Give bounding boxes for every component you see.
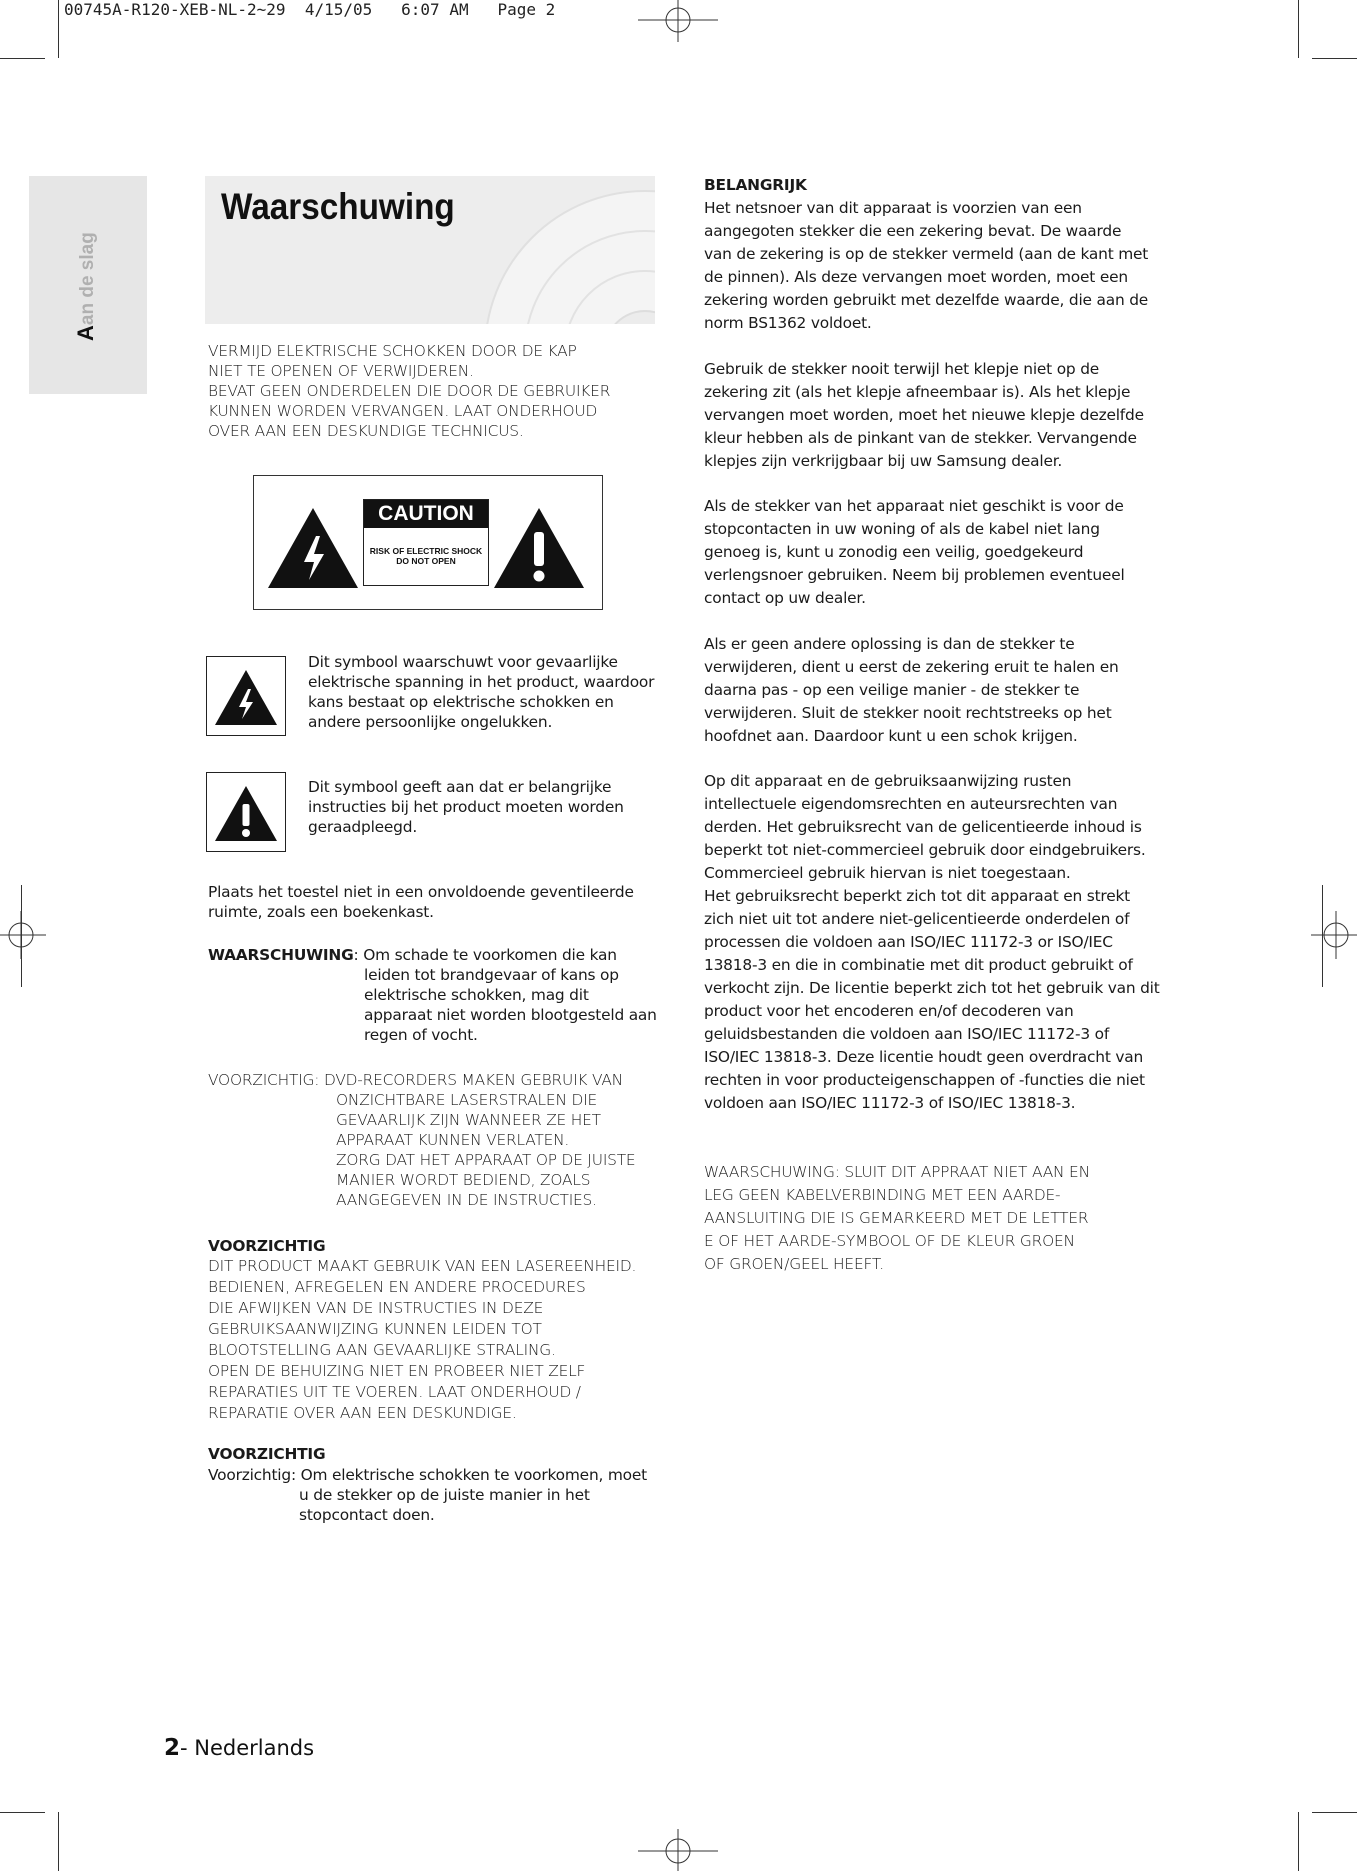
page-number: 2 bbox=[164, 1735, 181, 1761]
lightning-symbol-description: Dit symbool waarschuwt voor gevaarlijke elektrische spanning in het product, waardoor kans bestaat op elektrische schokken en andere persoonlijke ongelukken. bbox=[308, 653, 655, 731]
caution-line1: RISK OF ELECTRIC SHOCK bbox=[369, 546, 483, 556]
section-side-tab bbox=[29, 176, 147, 394]
lightning-symbol-icon bbox=[207, 657, 285, 735]
crop-mark bbox=[1312, 1812, 1357, 1813]
ventilation-note: Plaats het toestel niet in een onvoldoende geventileerde ruimte, zoals een boekenkast. bbox=[208, 883, 634, 921]
warning-continuation: leiden tot brandgevaar of kans op elektrische schokken, mag dit apparaat niet worden blootgesteld aan regen of vocht. bbox=[364, 966, 657, 1044]
exclamation-symbol-description: Dit symbool geeft aan dat er belangrijke instructies bij het product moeten worden geraadpleegd. bbox=[308, 778, 624, 836]
fuse-cover-paragraph: Gebruik de stekker nooit terwijl het klepje niet op de zekering zit (als het klepje afneembaar is). Als het klepje vervangen moet worden, moet het nieuwe klepje dezelfde kleur hebben als de pinkant van de stekker. Vervangende klepjes zijn verkrijgbaar bij uw Samsung dealer. bbox=[704, 360, 1144, 470]
registration-mark-icon bbox=[628, 0, 728, 42]
crop-mark bbox=[1312, 58, 1357, 59]
moisture-warning bbox=[208, 945, 668, 1045]
warning-first-line: : Om schade te voorkomen die kan bbox=[353, 946, 617, 964]
license-paragraph: Op dit apparaat en de gebruiksaanwijzing rusten intellectuele eigendomsrechten en auteursrechten van derden. Het gebruiksrecht van de gelicentieerde inhoud is beperkt tot niet-commercieel gebruik door eindgebruikers. Commercieel gebruik hiervan is niet toegestaan. Het gebruiksrecht beperkt zich tot dit apparaat en strekt zich niet uit tot andere niet-gelicentieerde onderdelen of processen die voldoen aan ISO/IEC 11172-3 or ISO/IEC 13818-3 en die in combinatie met dit product gebruikt of verkocht zijn. De licentie beperkt zich tot het gebruik van dit product voor het encoderen en/of decoderen van geluidsbestanden die voldoen aan ISO/IEC 11172-3 of ISO/IEC 13818-3. Deze licentie houdt geen overdracht van rechten in voor producteigenschappen of -functies die niet voldoen aan ISO/IEC 11172-3 of ISO/IEC 13818-3. bbox=[704, 772, 1160, 1112]
extension-cord-paragraph: Als de stekker van het apparaat niet geschikt is voor de stopcontacten in uw woning of als de kabel niet lang genoeg is, kunt u zonodig een veilig, goedgekeurd verlengsnoer gebruiken. Neem bij problemen eventueel contact op uw dealer. bbox=[704, 497, 1125, 607]
page-footer bbox=[164, 1735, 314, 1761]
title-box bbox=[205, 176, 655, 324]
registration-mark-icon bbox=[628, 1829, 728, 1871]
exclamation-warning-icon bbox=[492, 506, 586, 590]
caution1-first-line: DVD-RECORDERS MAKEN GEBRUIK VAN bbox=[323, 1071, 623, 1089]
crop-mark bbox=[1298, 0, 1299, 58]
caution3-first-line: Om elektrische schokken te voorkomen, moet bbox=[300, 1466, 647, 1484]
earth-warning-paragraph: WAARSCHUWING: SLUIT DIT APPRAAT NIET AAN EN LEG GEEN KABELVERBINDING MET EEN AARDE- AANSLUITING DIE IS GEMARKEERD MET DE LETTER E OF HET AARDE-SYMBOOL OF DE KLEUR GROEN OF GROEN/GEEL HEEFT. bbox=[704, 1163, 1090, 1273]
crop-mark bbox=[0, 1812, 45, 1813]
intro-warning: VERMIJD ELEKTRISCHE SCHOKKEN DOOR DE KAP NIET TE OPENEN OF VERWIJDEREN. BEVAT GEEN ONDERDELEN DIE DOOR DE GEBRUIKER KUNNEN WORDEN VERVANGEN. LAAT ONDERHOUD OVER AAN EEN DESKUNDIGE TECHNICUS. bbox=[208, 342, 611, 440]
caution-line2: DO NOT OPEN bbox=[396, 556, 456, 566]
warning-label: WAARSCHUWING bbox=[208, 946, 354, 964]
caution-heading: CAUTION bbox=[364, 500, 488, 528]
caution-label-graphic bbox=[253, 475, 603, 610]
section-tab-label: Aan de slag bbox=[73, 232, 98, 341]
caution3-label: Voorzichtig: bbox=[208, 1466, 296, 1484]
lightning-warning-icon bbox=[266, 506, 360, 590]
lightning-symbol-box bbox=[206, 656, 286, 736]
crop-mark bbox=[0, 58, 45, 59]
registration-mark-icon bbox=[0, 895, 48, 975]
plug-removal-paragraph: Als er geen andere oplossing is dan de stekker te verwijderen, dient u eerst de zekering eruit te halen en daarna pas - op een veilige manier - de stekker te verwijderen. Sluit de stekker nooit rechtstreeks op het hoofdnet aan. Daardoor kunt u een schok krijgen. bbox=[704, 635, 1119, 745]
page-title: Waarschuwing bbox=[221, 186, 455, 227]
registration-mark-icon bbox=[1309, 895, 1357, 975]
caution3-heading: VOORZICHTIG bbox=[208, 1445, 326, 1463]
caution1-label: VOORZICHTIG: bbox=[208, 1071, 320, 1089]
plug-caution bbox=[208, 1465, 668, 1525]
caution1-continuation: ONZICHTBARE LASERSTRALEN DIE GEVAARLIJK ZIJN WANNEER ZE HET APPARAAT KUNNEN VERLATEN. ZORG DAT HET APPARAAT OP DE JUISTE MANIER WORDT BEDIEND, ZOALS AANGEGEVEN IN DE INSTRUCTIES. bbox=[336, 1091, 636, 1209]
exclamation-symbol-box bbox=[206, 772, 286, 852]
caution-sticker bbox=[363, 499, 489, 586]
important-heading: BELANGRIJK bbox=[704, 176, 807, 194]
laser-caution bbox=[208, 1070, 668, 1210]
page-language: - Nederlands bbox=[180, 1736, 315, 1760]
disc-decoration-icon bbox=[465, 176, 655, 324]
fuse-paragraph: Het netsnoer van dit apparaat is voorzien van een aangegoten stekker die een zekering bevat. De waarde van de zekering is op de stekker vermeld (aan de kant met de pinnen). Als deze vervangen moet worden, moet een zekering worden gebruikt met dezelfde waarde, die aan de norm BS1362 voldoet. bbox=[704, 199, 1149, 332]
exclamation-symbol-icon bbox=[207, 773, 285, 851]
caution3-continuation: u de stekker op de juiste manier in het stopcontact doen. bbox=[299, 1486, 590, 1524]
caution2-heading: VOORZICHTIG bbox=[208, 1237, 326, 1255]
crop-mark bbox=[1298, 1812, 1299, 1871]
crop-mark bbox=[58, 0, 59, 58]
print-header: 00745A-R120-XEB-NL-2~29 4/15/05 6:07 AM Page 2 bbox=[64, 0, 556, 19]
caution2-body: DIT PRODUCT MAAKT GEBRUIK VAN EEN LASEREENHEID. BEDIENEN, AFREGELEN EN ANDERE PROCEDURES DIE AFWIJKEN VAN DE INSTRUCTIES IN DEZE GEBRUIKSAANWIJZING KUNNEN LEIDEN TOT BLOOTSTELLING AAN GEVAARLIJKE STRALING. OPEN DE BEHUIZING NIET EN PROBEER NIET ZELF REPARATIES UIT TE VOEREN. LAAT ONDERHOUD / REPARATIE OVER AAN EEN DESKUNDIGE. bbox=[208, 1257, 637, 1422]
crop-mark bbox=[58, 1812, 59, 1871]
